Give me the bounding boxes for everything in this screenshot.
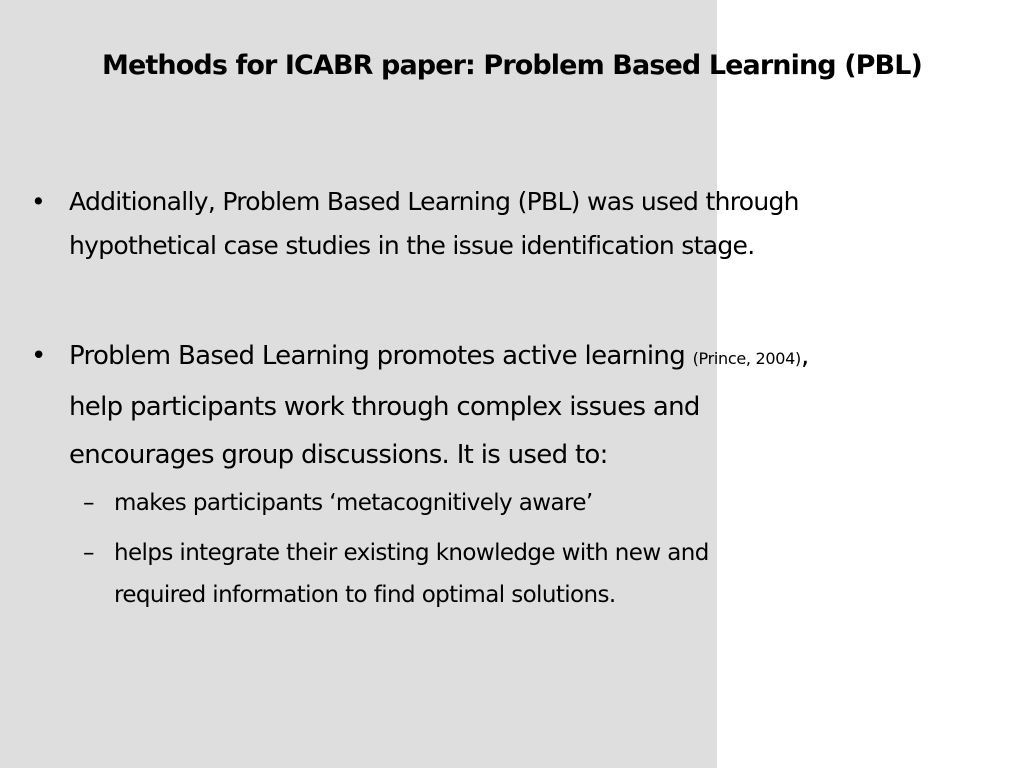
citation: (Prince, 2004) <box>692 349 801 368</box>
bullet-line-lead <box>69 332 809 383</box>
bullet-marker: • <box>31 187 46 216</box>
sub-bullet-line: helps integrate their existing knowledge with new and <box>114 540 709 566</box>
bullet-text <box>69 180 799 268</box>
bullet-line: hypothetical case studies in the issue identification stage. <box>69 231 755 260</box>
bullet-lead-text: Problem Based Learning promotes active learning <box>69 341 693 371</box>
sub-bullet-marker: – <box>83 490 94 516</box>
bullet-line: encourages group discussions. It is used to: <box>69 440 608 470</box>
slide-title: Methods for ICABR paper: Problem Based Learning (PBL) <box>102 50 922 81</box>
sub-bullet-text <box>114 532 709 616</box>
sub-bullet-line: required information to find optimal solutions. <box>114 582 616 608</box>
sub-bullet-line: makes participants ‘metacognitively aware’ <box>114 490 593 516</box>
sub-bullet-marker: – <box>83 540 94 566</box>
bullet-line: Additionally, Problem Based Learning (PBL) was used through <box>69 187 799 216</box>
citation-comma: , <box>800 341 809 371</box>
bullet-marker: • <box>31 341 46 371</box>
sub-bullet-text <box>114 482 593 524</box>
bullet-line: help participants work through complex issues and <box>69 392 700 422</box>
bullet-text <box>69 332 809 479</box>
